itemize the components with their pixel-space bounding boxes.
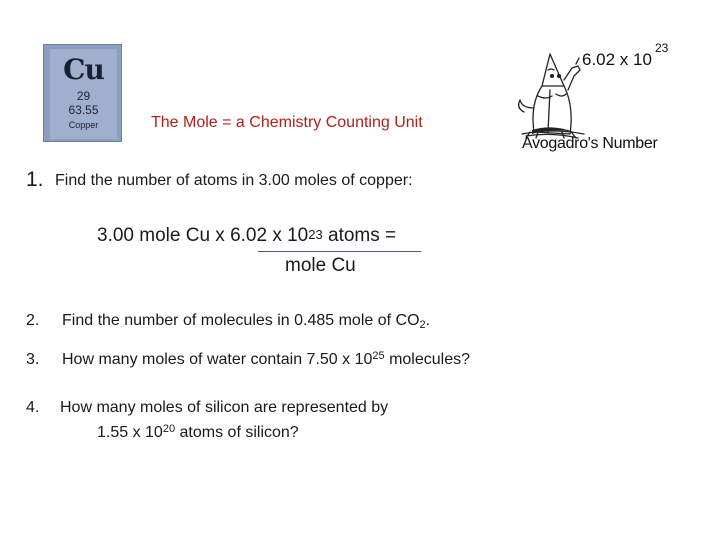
atomic-number: 29 [76, 89, 91, 103]
question-2-text [62, 312, 430, 330]
question-3-text-main: How many moles of water contain 7.50 x 10 [62, 351, 373, 368]
question-1-number: 1. [26, 168, 44, 191]
avogadro-label: Avogadro's Number [522, 135, 658, 152]
question-4-line-2-main: 1.55 x 10 [97, 424, 163, 441]
question-3-text-end: molecules? [384, 351, 470, 368]
page-title: The Mole = a Chemistry Counting Unit [151, 114, 423, 131]
question-1-calculation [97, 225, 396, 247]
element-symbol: Cu [63, 53, 104, 86]
question-3-text [62, 351, 470, 369]
copper-element-tile [43, 44, 122, 142]
avogadro-number: 6.02 x 10 [582, 50, 652, 69]
question-4-exponent: 20 [162, 423, 176, 435]
question-2-number: 2. [26, 312, 40, 329]
calc-numerator-suffix: atoms = [322, 225, 397, 246]
avogadro-number-exponent: 23 [655, 41, 669, 55]
fraction-bar [258, 251, 421, 252]
calc-numerator-prefix: 3.00 mole Cu x 6.02 x 10 [97, 225, 309, 246]
question-4-number: 4. [26, 399, 40, 416]
question-4-text-line-2 [97, 424, 299, 442]
calc-exponent: 23 [308, 227, 323, 242]
co2-subscript: 2 [419, 319, 426, 331]
copper-tile-inner [50, 49, 117, 139]
question-1-text: Find the number of atoms in 3.00 moles of copper: [55, 172, 413, 189]
question-4-text-line-1: How many moles of silicon are represented by [60, 399, 389, 416]
calc-denominator: mole Cu [285, 255, 356, 276]
question-3-number: 3. [26, 351, 40, 368]
question-2-text-main: Find the number of molecules in 0.485 mole of CO [62, 312, 420, 329]
atomic-mass: 63.55 [68, 103, 99, 117]
question-2-text-end: . [425, 312, 431, 329]
question-3-exponent: 25 [372, 350, 385, 362]
element-name: Copper [68, 120, 99, 130]
question-4-line-2-end: atoms of silicon? [175, 424, 299, 441]
